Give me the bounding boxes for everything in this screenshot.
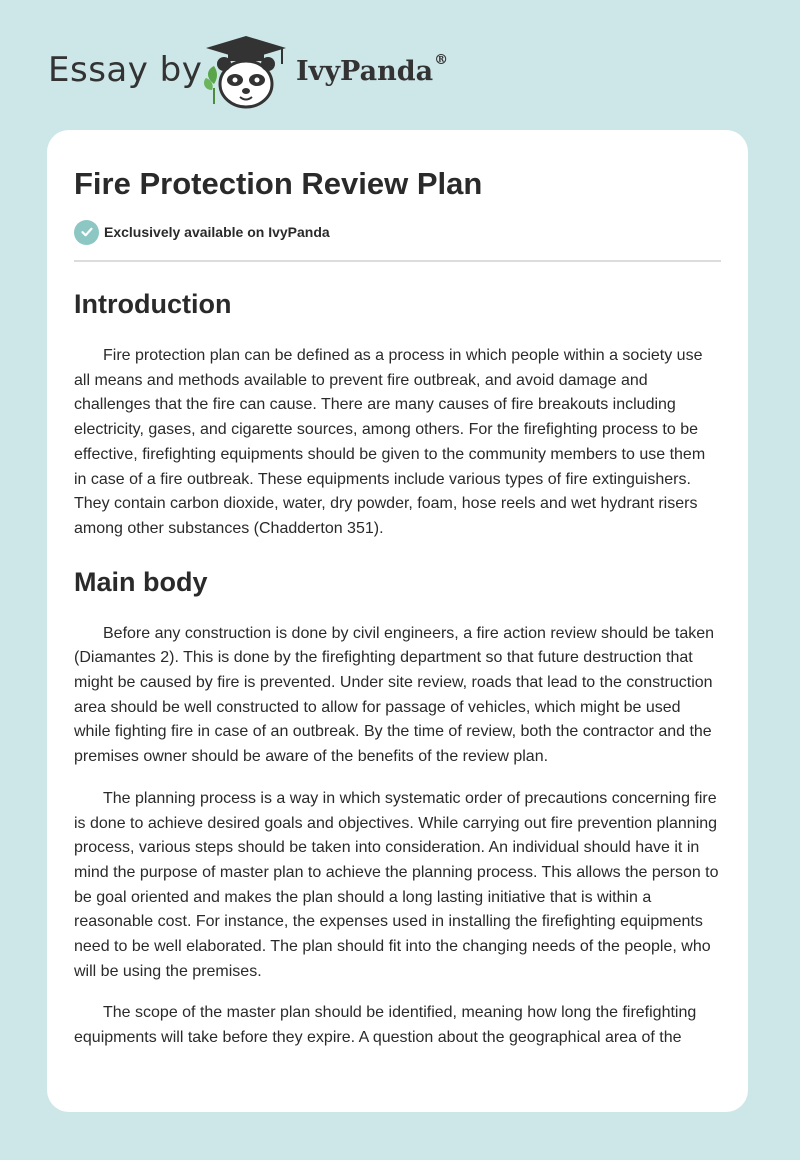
exclusive-badge — [74, 219, 721, 245]
leaf-icon — [204, 66, 217, 104]
section-heading-introduction: Introduction — [74, 289, 232, 319]
paragraph: Fire protection plan can be defined as a process in which people within a society use all means and methods available to prevent fire outbreak, and avoid damage and challenges that the fire can cause. There are many causes of fire breakouts including electricity, gases, and cigarette sources, among others. For the firefighting process to be effective, firefighting equipments should be given to the community members to use them in case of a fire outbreak. These equipments include various types of fire extinguishers. They contain carbon dioxide, water, dry powder, foam, hose reels and wet hydrant risers among other substances (Chadderton 351). — [74, 347, 706, 537]
checkmark-icon — [74, 220, 99, 245]
essay-by-label: Essay by — [48, 50, 203, 90]
paragraph: The scope of the master plan should be identified, meaning how long the firefighting equipments will take before they expire. A question about the geographical area of the — [74, 1004, 697, 1047]
divider — [74, 260, 721, 262]
page-title: Fire Protection Review Plan — [74, 166, 483, 201]
brand-name: IvyPanda — [296, 56, 434, 87]
section-heading-main-body: Main body — [74, 566, 208, 597]
brand-logo[interactable] — [296, 52, 449, 87]
site-header — [0, 0, 800, 130]
registered-mark: ® — [434, 52, 449, 68]
essay-card — [47, 130, 748, 1112]
paragraph: The planning process is a way in which systematic order of precautions concerning fire is done to achieve desired goals and objectives. While carrying out fire prevention planning process, various steps should be taken into consideration. An individual should have it in mind the purpose of master plan to achieve the planning process. This allows the person to be goal oriented and makes the plan should a long lasting initiative that is within a reasonable cost. For instance, the expenses used in installing the firefighting equipments need to be well elaborated. The plan should fit into the changing needs of the people, who will be using the premises. — [74, 789, 719, 980]
badge-label: Exclusively available on IvyPanda — [104, 224, 330, 240]
paragraph: Before any construction is done by civil engineers, a fire action review should be taken (Diamantes 2). This is done by the firefighting department so that future destruction that might be caused by fire is prevented. Under site review, roads that lead to the construction area should be well constructed to allow for passage of vehicles, which might be used while fighting fire in case of an outbreak. By the time of review, both the contractor and the premises owner should be aware of the benefits of the review plan. — [74, 624, 715, 766]
panda-graduate-icon[interactable] — [200, 34, 292, 110]
